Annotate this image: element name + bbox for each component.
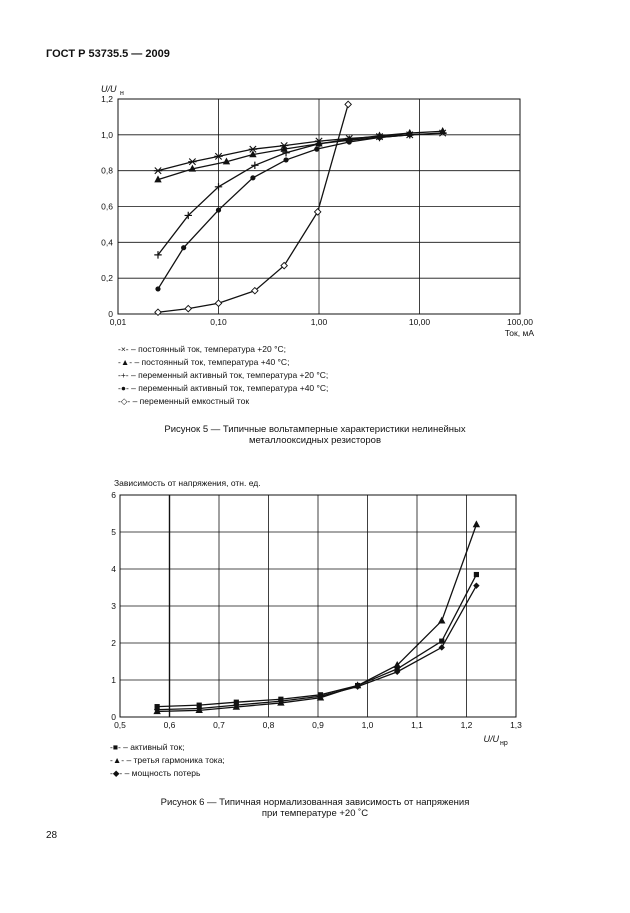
legend-label: – постоянный ток, температура +20 °С; [131,344,286,354]
data-point [355,683,360,688]
data-point [354,681,361,688]
data-point [251,162,258,169]
data-point [395,666,400,671]
x-tick-label: 1,00 [310,317,328,327]
y-tick-label: 0,4 [101,237,113,248]
series-line [157,575,476,707]
figure5-legend-item [118,396,249,407]
legend-marker: -◆- [110,768,123,778]
legend-label: – постоянный ток, температура +40 °С; [134,357,290,367]
figure6-legend-item [110,768,200,779]
x-tick-label: 10,00 [408,317,431,327]
figure6-caption [0,797,630,819]
data-point [438,617,445,624]
series-line [157,586,476,710]
legend-marker: -×- [118,344,129,354]
y-tick-label: 6 [111,490,116,500]
data-point [354,683,360,689]
figure5-legend-item [118,370,328,380]
data-point [215,300,221,306]
y-tick-label: 0 [108,309,113,319]
legend-marker: -◇- [118,396,131,406]
series-line [158,133,443,171]
series-line [158,104,348,312]
data-point [154,706,160,712]
x-tick-label: 0,9 [312,720,324,730]
figure5-legend-item [118,344,286,354]
data-point [439,639,444,644]
legend-marker: -▲- [118,357,133,367]
data-point [188,159,196,165]
legend-label: – переменный активный ток, температура +40 °С; [131,383,329,393]
figure5-caption-line2: металлооксидных резисторов [248,435,382,446]
y-tick-label: 1 [111,675,116,685]
figure5-chart [0,0,630,340]
data-point [181,245,186,250]
data-point [314,209,320,215]
legend-label: – переменный емкостный ток [132,396,250,406]
figure5-caption [0,424,630,446]
y-tick-label: 2 [111,638,116,648]
data-point [318,692,323,697]
data-point [233,703,240,710]
x-tick-label: 0,8 [262,720,275,730]
x-tick-label: 100,00 [507,317,533,327]
legend-marker: -■- [110,742,121,752]
x-tick-label: 0,7 [213,720,225,730]
data-point [474,572,479,577]
data-point [407,132,412,137]
y-tick-label: 1,0 [101,129,113,140]
legend-label: – активный ток; [123,742,185,752]
data-point [197,703,202,708]
x-tick-label: 1,2 [460,720,473,730]
document-header: ГОСТ Р 53735.5 — 2009 [46,48,170,60]
figure6-legend-item [110,755,225,765]
x-tick-label: 1,3 [510,720,522,730]
data-point [347,139,352,144]
y-tick-label: 0,8 [101,165,113,176]
x-axis-label: Ток, мА [504,328,534,338]
figure6-legend-item [110,742,184,752]
data-point [277,699,284,706]
data-point [234,700,239,705]
data-point [314,147,319,152]
x-axis-label-subscript: нр [500,740,508,747]
data-point [185,305,191,311]
data-point [317,694,324,701]
x-tick-label: 1,1 [411,720,423,730]
legend-label: – переменный активный ток, температура +20 °С; [131,370,329,380]
data-point [473,582,479,588]
y-tick-label: 0,6 [101,201,113,212]
data-point [154,167,162,173]
chart-title: Зависимость от напряжения, отн. ед. [114,478,261,488]
x-tick-label: 1,0 [361,720,374,730]
figure6-caption-line2: при температуре +20 ˚С [261,808,369,819]
x-tick-label: 0,6 [163,720,176,730]
data-point [196,706,203,713]
data-point [377,135,382,140]
legend-label: – мощность потерь [124,768,201,778]
data-point [155,286,160,291]
y-tick-label: 5 [111,527,116,537]
x-tick-label: 0,5 [114,720,126,730]
legend-marker: -+- [118,370,129,380]
legend-marker: -●- [118,383,129,393]
figure5-legend-item [118,383,328,393]
data-point [283,157,288,162]
data-point [394,669,400,675]
data-point [317,693,323,699]
data-point [216,207,221,212]
data-point [233,702,239,708]
y-tick-label: 0 [111,712,116,722]
data-point [394,661,401,668]
data-point [439,644,445,650]
data-point [278,697,283,702]
legend-label: – третья гармоника тока; [126,755,225,765]
y-tick-label: 4 [111,564,116,574]
data-point [473,520,480,527]
figure5-legend-item [118,357,289,367]
x-axis-label: U/U [483,734,499,744]
data-point [153,707,160,714]
data-point [155,704,160,709]
figure6-caption-line1: Рисунок 6 — Типичная нормализованная зависимость от напряжения [160,797,470,808]
page-number: 28 [46,830,58,841]
data-point [345,101,351,107]
y-axis-label-subscript: н [120,90,124,97]
data-point [250,175,255,180]
data-point [196,705,202,711]
legend-marker: -▲- [110,755,125,765]
y-tick-label: 3 [111,601,116,611]
x-tick-label: 0,10 [210,317,227,327]
figure5-caption-line1: Рисунок 5 — Типичные вольтамперные характеристики нелинейных [164,424,466,435]
series-line [157,525,476,712]
y-tick-label: 1,2 [101,94,113,104]
y-axis-label: U/U [101,84,117,94]
plot-frame [120,495,516,717]
x-tick-label: 0,01 [109,317,127,327]
data-point [278,698,284,704]
y-tick-label: 0,2 [101,273,113,284]
